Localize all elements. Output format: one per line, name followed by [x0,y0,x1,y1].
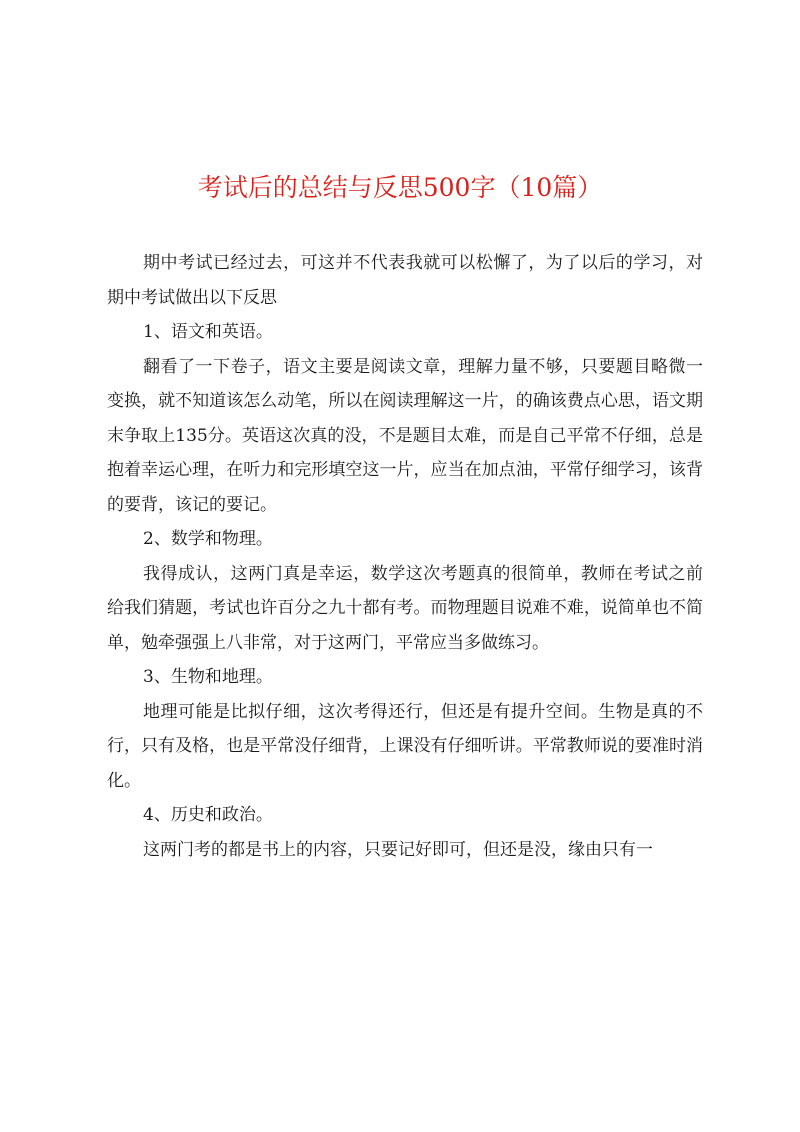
section-heading-biology-geography: 3、生物和地理。 [143,667,273,687]
document-title: 考试后的总结与反思500字（10篇） [197,173,603,202]
paragraph-math-physics: 我得成认，这两门真是幸运，数学这次考题真的很简单，教师在考试之前给我们猜题，考试也许百分之九十都有考。而物理题目说难不难，说简单也不简单，勉牵强强上八非常，对于这两门，平常应当多做练习。 [107,563,703,653]
paragraph-biology-geography: 地理可能是比拟仔细，这次考得还行，但还是有提升空间。生物是真的不行，只有及格，也是平常没仔细背，上课没有仔细听讲。平常教师说的要准时消化。 [107,701,703,791]
paragraph-history-politics: 这两门考的都是书上的内容，只要记好即可，但还是没，缘由只有一 [143,839,653,860]
section-heading-math-physics: 2、数学和物理。 [143,529,273,549]
section-heading-chinese-english: 1、语文和英语。 [143,322,273,342]
paragraph-intro: 期中考试已经过去，可这并不代表我就可以松懈了，为了以后的学习，对期中考试做出以下反思 [107,253,703,308]
paragraph-chinese-english: 翻看了一下卷子，语文主要是阅读文章，理解力量不够，只要题目略微一变换，就不知道该怎么动笔，所以在阅读理解这一片，的确该费点心思，语文期末争取上135分。英语这次真的没，不是题目太难，而是自己平常不仔细，总是抱着幸运心理，在听力和完形填空这一片，应当在加点油，平常仔细学习，该背的要背，该记的要记。 [107,356,703,515]
section-heading-history-politics: 4、历史和政治。 [143,805,273,825]
document-body [107,246,703,867]
